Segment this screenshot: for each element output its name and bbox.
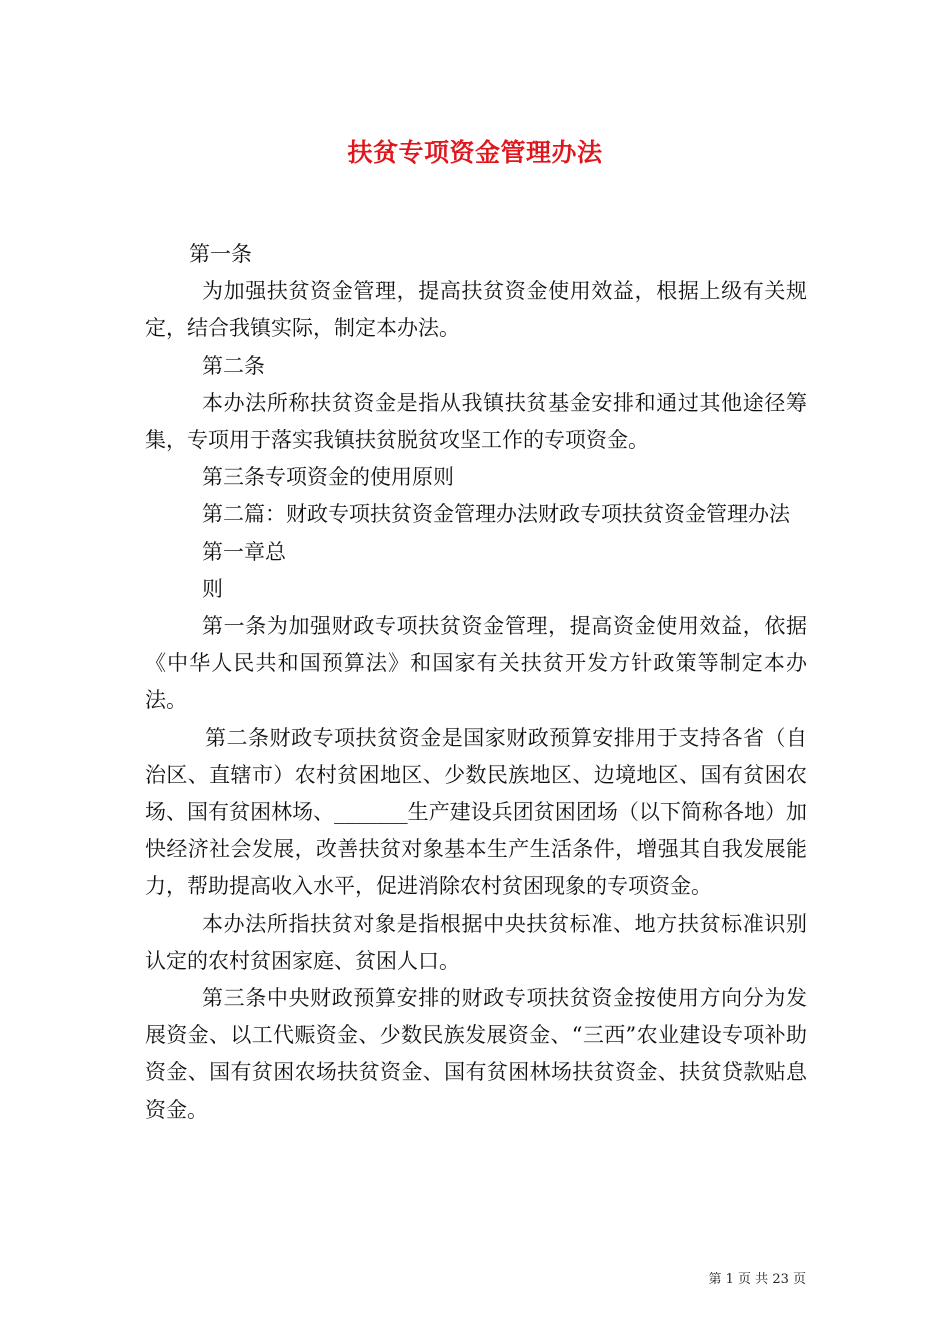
article-heading: 第一条 <box>189 242 252 266</box>
paragraph: 第三条中央财政预算安排的财政专项扶贫资金按使用方向分为发展资金、以工代赈资金、少数民族发展资金、“三西”农业建设专项补助资金、国有贫困农场扶贫资金、国有贫困林场扶贫资金、扶贫贷款贴息资金。 <box>145 986 807 1122</box>
document-body <box>145 236 807 1129</box>
paragraph: 本办法所指扶贫对象是指根据中央扶贫标准、地方扶贫标准识别认定的农村贫困家庭、贫困人口。 <box>145 911 807 973</box>
chapter-heading: 第一章总 <box>202 539 286 564</box>
article-heading: 第二条 <box>202 353 265 378</box>
paragraph: 第一条为加强财政专项扶贫资金管理，提高资金使用效益，依据《中华人民共和国预算法》和国家有关扶贫开发方针政策等制定本办法。 <box>145 614 807 713</box>
paragraph: 为加强扶贫资金管理，提高扶贫资金使用效益，根据上级有关规定，结合我镇实际，制定本办法。 <box>145 279 807 341</box>
chapter-heading-continued: 则 <box>202 576 223 601</box>
paragraph: 本办法所称扶贫资金是指从我镇扶贫基金安排和通过其他途径筹集，专项用于落实我镇扶贫脱贫攻坚工作的专项资金。 <box>145 390 807 453</box>
article-heading: 第三条专项资金的使用原则 <box>202 465 454 490</box>
page-number: 第 1 页 共 23 页 <box>708 1272 806 1287</box>
document-title: 扶贫专项资金管理办法 <box>347 138 603 167</box>
section-heading: 第二篇：财政专项扶贫资金管理办法财政专项扶贫资金管理办法 <box>202 502 790 527</box>
paragraph: 第二条财政专项扶贫资金是国家财政预算安排用于支持各省（自治区、直辖市）农村贫困地区、少数民族地区、边境地区、国有贫困农场、国有贫困林场、_______生产建设兵团贫困团场（以下简称各地）加快经济社会发展，改善扶贫对象基本生产生活条件，增强其自我发展能力，帮助提高收入水平，促进消除农村贫困现象的专项资金。 <box>145 725 807 899</box>
